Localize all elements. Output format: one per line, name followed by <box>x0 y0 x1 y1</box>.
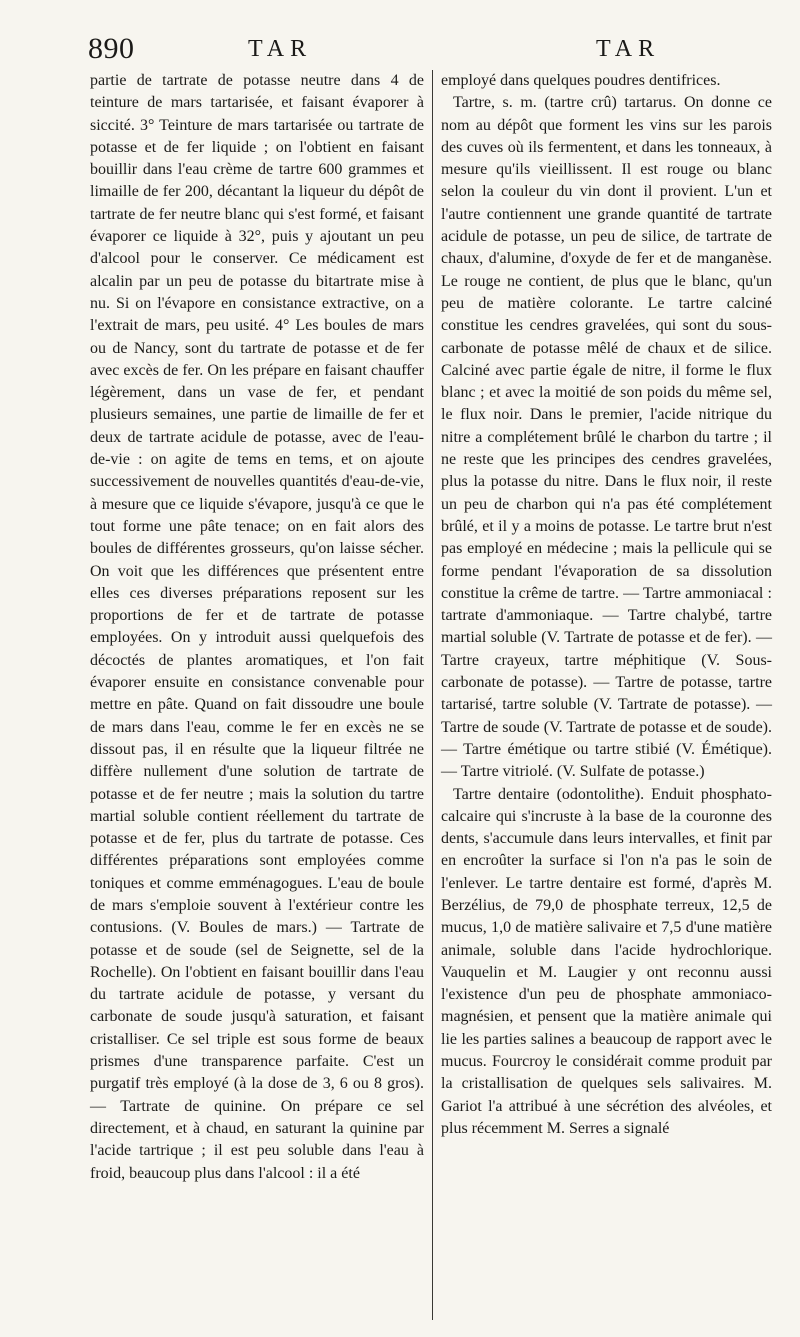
right-paragraph-1: employé dans quelques poudres dentifrices. <box>441 72 721 89</box>
right-column <box>441 70 772 1140</box>
page-number: 890 <box>88 32 135 65</box>
column-divider <box>432 70 433 1320</box>
entry-tartre-dentaire: Tartre dentaire (odontolithe). Enduit phosphato-calcaire qui s'incruste à la base de la couronne des dents, s'accumule dans leurs intervalles, et finit par en encroûter la surface si l'on n'a pas le soin de l'enlever. Le tartre dentaire est formé, d'après M. Berzélius, de 79,0 de phosphate terreux, 12,5 de mucus, 1,0 de matière salivaire et 7,5 d'une matière animale, soluble dans l'acide hydrochlorique. Vauquelin et M. Laugier y ont reconnu aussi l'existence d'un peu de phosphate ammoniaco-magnésien, et pensent que la matière animale qui lie les parties salines a beaucoup de rapport avec le mucus. Fourcroy le considérait comme produit par la cristallisation de quelques sels salivaires. M. Gariot l'a attribué à une sécrétion des alvéoles, et plus récemment M. Serres a signalé <box>441 785 772 1137</box>
entry-tartre: Tartre, s. m. (tartre crû) tartarus. On donne ce nom au dépôt que forment les vins sur les parois des cuves où ils fermentent, et dans les tonneaux, à mesure qu'ils vieillissent. Il est rouge ou blanc selon la couleur du vin dont il provient. L'un et l'autre contiennent une grande quantité de tartrate acidule de potasse, un peu de silice, de tartrate de chaux, d'alumine, d'oxyde de fer et de manganèse. Le rouge ne contient, de plus que le blanc, qu'un peu de matière colorante. Le tartre calciné constitue les cendres gravelées, qui sont du sous-carbonate de potasse mêlé de chaux et de silice. Calciné avec partie égale de nitre, il forme le flux blanc ; et avec la moitié de son poids du même sel, le flux noir. Dans le premier, l'acide nitrique du nitre a complétement brûlé le charbon du tartre ; il ne reste que les principes des cendres gravelées, plus la potasse du nitre. Dans le flux noir, il reste un peu de charbon qui n'a pas été complétement brûlé, et il y a moins de potasse. Le tartre brut n'est pas employé en médecine ; mais la pellicule qui se forme pendant l'évaporation de sa dissolution constitue la crême de tartre. — Tartre ammoniacal : tartrate d'ammoniaque. — Tartre chalybé, tartre martial soluble (V. Tartrate de potasse et de fer). — Tartre crayeux, tartre méphitique (V. Sous-carbonate de potasse). — Tartre de potasse, tartre tartarisé, tartre soluble (V. Tartrate de potasse). — Tartre de soude (V. Tartrate de potasse et de soude). — Tartre émétique ou tartre stibié (V. Émétique). — Tartre vitriolé. (V. Sulfate de potasse.) <box>441 94 772 781</box>
running-head-left: TAR <box>248 36 313 62</box>
running-head-right: TAR <box>596 36 661 62</box>
left-paragraph-1: partie de tartrate de potasse neutre dans 4 de teinture de mars tartarisée, et faisant évaporer à siccité. 3° Teinture de mars tartarisée ou tartrate de potasse et de fer liquide ; on l'obtient en faisant bouillir dans l'eau crème de tartre 600 grammes et limaille de fer 200, décantant la liqueur du dépôt de tartrate de fer neutre blanc qui s'est formé, et faisant évaporer ce liquide à 32°, puis y ajoutant un peu d'alcool pour le conserver. Ce médicament est alcalin par un peu de potasse du bitartrate mise à nu. Si on l'évapore en consistance extractive, on a l'extrait de mars, peu usité. 4° Les boules de mars ou de Nancy, sont du tartrate de potasse et de fer avec excès de fer. On les prépare en faisant chauffer légèrement, dans un vase de fer, et pendant plusieurs semaines, une partie de limaille de fer et deux de tartrate acidule de potasse, avec de l'eau-de-vie : on agite de tems en tems, et on ajoute successivement de nouvelles quantités d'eau-de-vie, à mesure que ce liquide s'évapore, jusqu'à ce que le tout forme une pâte tenace; on en fait alors des boules de différentes grosseurs, qu'on laisse sécher. On voit que les différences que présentent entre elles ces diverses préparations reposent sur les proportions de fer et de tartrate de potasse employées. On y introduit aussi quelquefois des décoctés de plantes aromatiques, et l'on fait évaporer ensuite en consistance convenable pour mettre en pâte. Quand on fait dissoudre une boule de mars dans l'eau, comme le fer en excès ne se dissout pas, il en résulte que la liqueur filtrée ne diffère nullement d'une solution de tartrate de potasse et de fer neutre ; mais la solution du tartre martial soluble contient réellement du tartrate de potasse et de fer, plus du tartrate de potasse. Ces différentes préparations sont employées comme toniques et comme emménagogues. L'eau de boule de mars s'emploie souvent à l'extérieur contre les contusions. (V. Boules de mars.) — Tartrate de potasse et de soude (sel de Seignette, sel de la Rochelle). On l'obtient en faisant bouillir dans l'eau du tartrate acidule de potasse, y versant du carbonate de soude jusqu'à saturation, et faisant cristalliser. Ce sel triple est sous forme de beaux prismes d'une transparence parfaite. C'est un purgatif très employé (à la dose de 3, 6 ou 8 gros). — Tartrate de quinine. On prépare ce sel directement, et à chaud, en saturant la quinine par l'acide tartrique ; il est peu soluble dans l'eau à froid, beaucoup plus dans l'alcool : il a été <box>90 72 424 1182</box>
running-header <box>88 30 772 66</box>
left-column <box>90 70 424 1185</box>
